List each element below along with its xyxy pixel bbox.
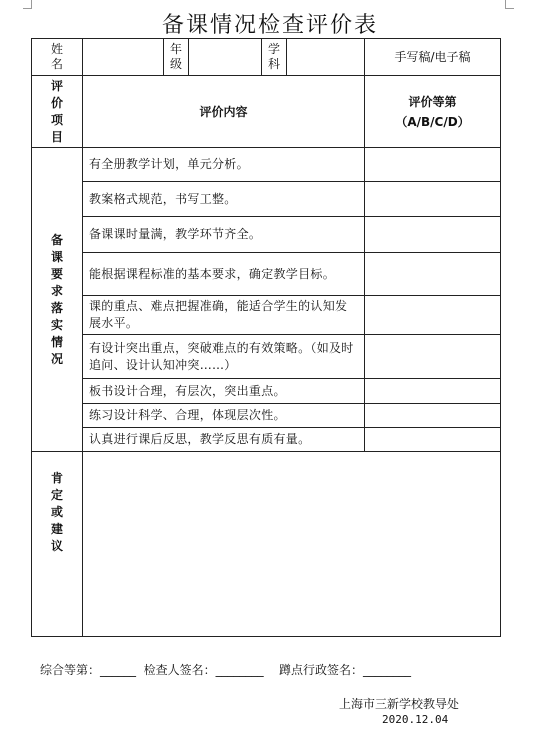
requirement-row	[32, 296, 501, 335]
requirement-grade-cell[interactable]	[365, 253, 501, 296]
requirement-grade-cell[interactable]	[365, 182, 501, 217]
name-field[interactable]	[83, 39, 164, 76]
item-label: 评价项目	[32, 76, 83, 148]
requirement-grade-cell[interactable]	[365, 379, 501, 404]
grade-field[interactable]	[189, 39, 262, 76]
requirement-item: 有全册教学计划，单元分析。	[83, 148, 365, 182]
overall-grade-field[interactable]: 综合等第：______	[40, 663, 137, 677]
requirement-grade-cell[interactable]	[365, 148, 501, 182]
feedback-section-label: 肯定或建议	[32, 452, 83, 637]
grade-header-options: （A/B/C/D）	[395, 115, 470, 129]
requirement-item: 备课课时量满，教学环节齐全。	[83, 217, 365, 253]
grade-header	[365, 76, 501, 148]
form-title: 备课情况检查评价表	[161, 13, 378, 38]
requirement-grade-cell[interactable]	[365, 404, 501, 428]
requirement-item: 有设计突出重点，突破难点的有效策略。（如及时追问、设计认知冲突……）	[83, 335, 365, 379]
format-label: 手写稿/电子稿	[365, 39, 501, 76]
signature-line	[40, 661, 411, 678]
subject-label: 学科	[262, 39, 287, 76]
subject-field[interactable]	[287, 39, 365, 76]
requirement-grade-cell[interactable]	[365, 296, 501, 335]
requirement-item: 认真进行课后反思，教学反思有质有量。	[83, 428, 365, 452]
inspector-signature-field[interactable]: 检查人签名：________	[143, 663, 264, 677]
info-row	[32, 39, 501, 76]
requirement-row	[32, 148, 501, 182]
feedback-field[interactable]	[83, 452, 501, 637]
requirement-row	[32, 428, 501, 452]
requirement-row	[32, 182, 501, 217]
requirement-grade-cell[interactable]	[365, 335, 501, 379]
requirement-row	[32, 335, 501, 379]
admin-signature-field[interactable]: 蹲点行政签名：________	[278, 663, 411, 677]
requirement-item: 教案格式规范，书写工整。	[83, 182, 365, 217]
evaluation-form-table	[31, 38, 501, 637]
requirement-grade-cell[interactable]	[365, 428, 501, 452]
requirement-row	[32, 404, 501, 428]
requirement-row	[32, 379, 501, 404]
requirement-item: 能根据课程标准的基本要求，确定教学目标。	[83, 253, 365, 296]
requirement-item: 课的重点、难点把握准确，能适合学生的认知发展水平。	[83, 296, 365, 335]
name-label: 姓名	[32, 39, 83, 76]
school-name: 上海市三新学校教导处	[339, 697, 460, 711]
requirement-item: 板书设计合理，有层次，突出重点。	[83, 379, 365, 404]
requirement-row	[32, 253, 501, 296]
requirement-grade-cell[interactable]	[365, 217, 501, 253]
content-label: 评价内容	[83, 76, 365, 148]
header-row	[32, 76, 501, 148]
requirement-row	[32, 217, 501, 253]
grade-label: 年级	[164, 39, 189, 76]
issue-date: 2020.12.04	[382, 713, 449, 726]
requirements-section-label: 备课要求落实情况	[32, 148, 83, 452]
requirement-item: 练习设计科学、合理，体现层次性。	[83, 404, 365, 428]
grade-header-label: 评价等第	[408, 95, 457, 109]
feedback-row	[32, 452, 501, 637]
